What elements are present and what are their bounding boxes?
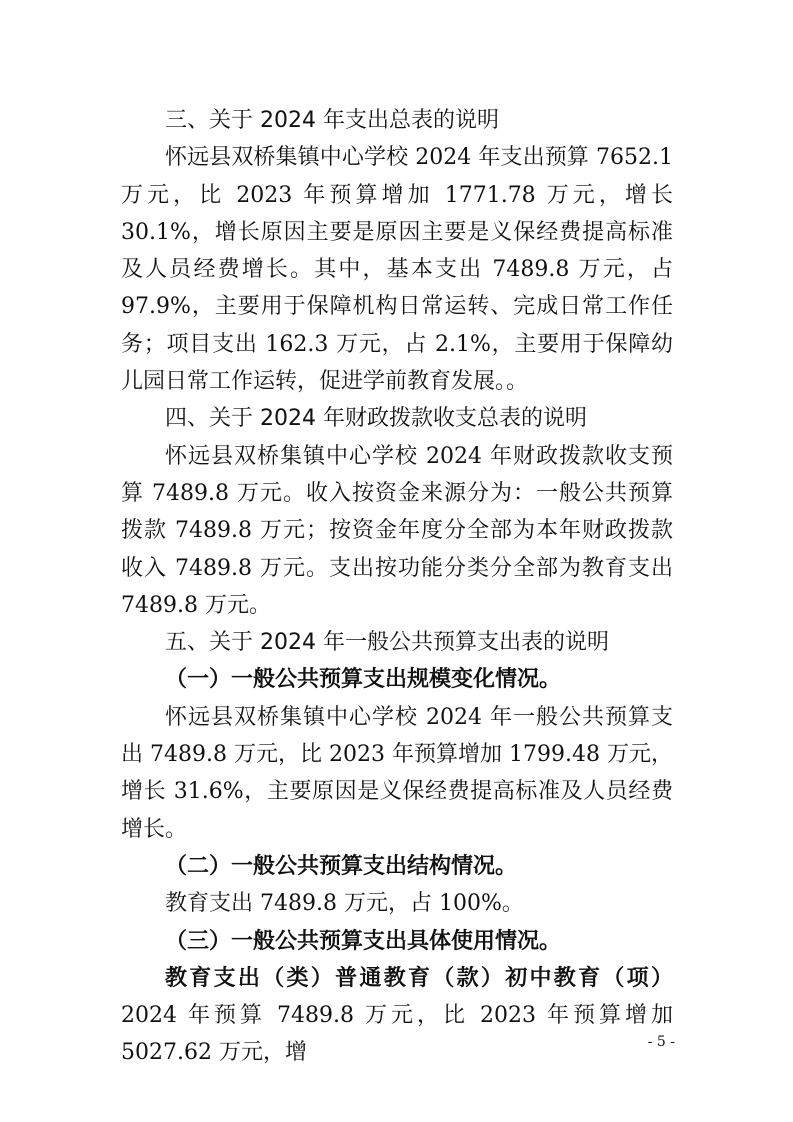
subsection-1-heading: （一）一般公共预算支出规模变化情况。	[165, 666, 562, 693]
subsection-2-body: 教育支出 7489.8 万元，占 100%。	[165, 891, 524, 917]
section-5-heading: 五、关于 2024 年一般公共预算支出表的说明	[165, 630, 609, 656]
section-4-body: 怀远县双桥集镇中心学校 2024 年财政拨款收支预算 7489.8 万元。收入按资金来源分为：一般公共预算拨款 7489.8 万元；按资金年度分全部为本年财政拨款收入 7489.8 万元。支出按功能分类分全部为教育支出 7489.8 万元。	[121, 443, 673, 618]
item-category-label: 教育支出（类）普通教育（款）初中教育（项）	[165, 964, 673, 991]
section-3-body: 怀远县双桥集镇中心学校 2024 年支出预算 7652.1 万元，比 2023 年预算增加 1771.78 万元，增长 30.1%，增长原因主要是原因主要是义保经费提高标准及人员经费增长。其中，基本支出 7489.8 万元，占 97.9%，主要用于保障机构日常运转、完成日常工作任务；项目支出 162.3 万元，占 2.1%，主要用于保障幼儿园日常工作运转，促进学前教育发展。。	[121, 145, 673, 395]
section-4-heading: 四、关于 2024 年财政拨款收支总表的说明	[165, 406, 587, 432]
subsection-2-heading: （二）一般公共预算支出结构情况。	[165, 852, 518, 879]
page-number: - 5 -	[647, 1034, 675, 1050]
section-3-heading: 三、关于 2024 年支出总表的说明	[165, 108, 499, 133]
subsection-3-heading: （三）一般公共预算支出具体使用情况。	[165, 927, 562, 954]
subsection-3-item	[121, 960, 673, 1072]
page-content	[121, 102, 673, 1072]
subsection-1-body: 怀远县双桥集镇中心学校 2024 年一般公共预算支出 7489.8 万元，比 2023 年预算增加 1799.48 万元，增长 31.6%，主要原因是义保经费提高标准及人员经费增长。	[121, 704, 673, 842]
item-category-text: 2024 年预算 7489.8 万元，比 2023 年预算增加 5027.62 万元，增	[121, 1003, 673, 1066]
